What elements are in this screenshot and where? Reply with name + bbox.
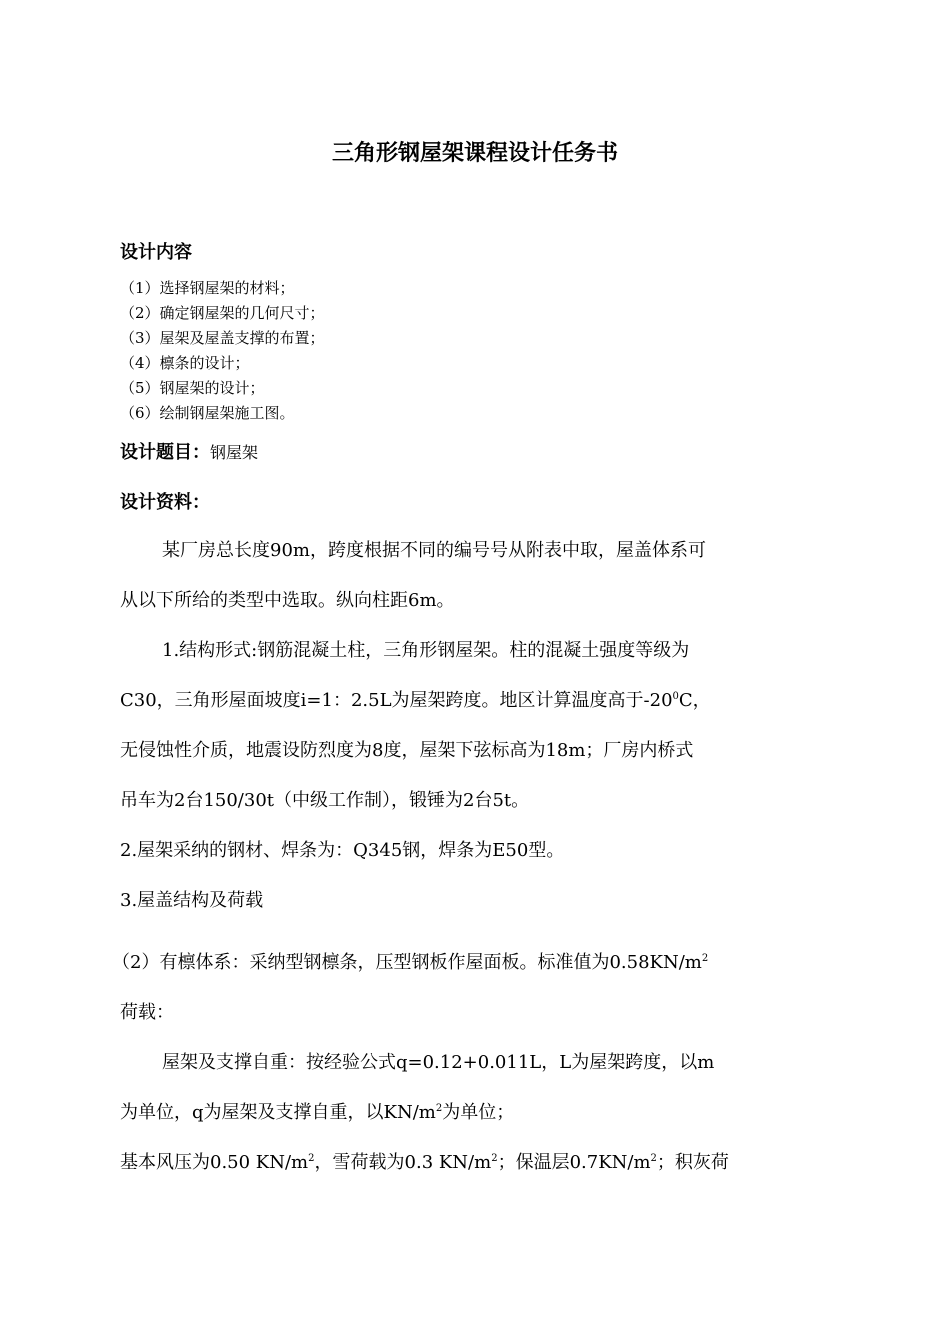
text-run: ；保温层0.7KN/m xyxy=(497,1152,651,1173)
superscript: 2 xyxy=(308,1153,315,1164)
paragraph-line: 2.屋架采纳的钢材、焊条为：Q345钢，焊条为E50型。 xyxy=(120,840,565,861)
paragraph-line: 1.结构形式:钢筋混凝土柱，三角形钢屋架。柱的混凝土强度等级为 xyxy=(162,640,690,661)
list-item: （4）檩条的设计； xyxy=(120,354,250,372)
text-run: （2）有檩体系：采纳型钢檩条，压型钢板作屋面板。标准值为0.58KN/m xyxy=(112,952,702,973)
list-item: （1）选择钢屋架的材料； xyxy=(120,279,295,297)
paragraph-line: 无侵蚀性介质，地震设防烈度为8度，屋架下弦标高为18m；厂房内桥式 xyxy=(120,740,694,761)
paragraph-line: 荷载： xyxy=(120,1002,174,1023)
paragraph-line: 吊车为2台150/30t（中级工作制），锻锤为2台5t。 xyxy=(120,790,530,811)
design-content-heading: 设计内容 xyxy=(120,242,192,263)
list-item: （6）绘制钢屋架施工图。 xyxy=(120,404,295,422)
text-run: ，雪荷载为0.3 KN/m xyxy=(314,1152,492,1173)
list-item: （5）钢屋架的设计； xyxy=(120,379,265,397)
superscript: 0 xyxy=(672,691,679,702)
paragraph-line: 从以下所给的类型中选取。纵向柱距6m。 xyxy=(120,590,455,611)
paragraph-line xyxy=(120,1098,835,1124)
text-run: 为单位，q为屋架及支撑自重，以KN/m xyxy=(120,1102,436,1123)
design-content-list xyxy=(120,276,325,426)
design-materials-heading: 设计资料： xyxy=(120,492,210,513)
text-run: C， xyxy=(678,690,711,711)
superscript: 2 xyxy=(701,953,709,964)
design-topic-heading: 设计题目： xyxy=(120,442,210,463)
text-run: C30，三角形屋面坡度i=1：2.5L为屋架跨度。地区计算温度高于-20 xyxy=(120,690,673,711)
design-topic-value: 钢屋架 xyxy=(210,443,259,462)
superscript: 2 xyxy=(435,1103,443,1114)
text-run: ；积灰荷 xyxy=(656,1152,729,1173)
text-run: 为单位； xyxy=(442,1102,515,1123)
paragraph-line xyxy=(120,1148,835,1174)
paragraph-line: 某厂房总长度90m，跨度根据不同的编号号从附表中取，屋盖体系可 xyxy=(162,540,706,561)
design-topic xyxy=(120,438,258,464)
list-item: （2）确定钢屋架的几何尺寸； xyxy=(120,304,325,322)
document-title: 三角形钢屋架课程设计任务书 xyxy=(331,141,618,166)
superscript: 2 xyxy=(491,1153,498,1164)
text-run: 基本风压为0.50 KN/m xyxy=(120,1152,309,1173)
paragraph-line xyxy=(112,948,827,974)
paragraph-line: 屋架及支撑自重：按经验公式q=0.12+0.011L，L为屋架跨度，以m xyxy=(162,1052,715,1073)
paragraph-line xyxy=(120,686,835,712)
paragraph-line: 3.屋盖结构及荷载 xyxy=(120,890,264,911)
superscript: 2 xyxy=(650,1153,657,1164)
list-item: （3）屋架及屋盖支撑的布置； xyxy=(120,329,325,347)
